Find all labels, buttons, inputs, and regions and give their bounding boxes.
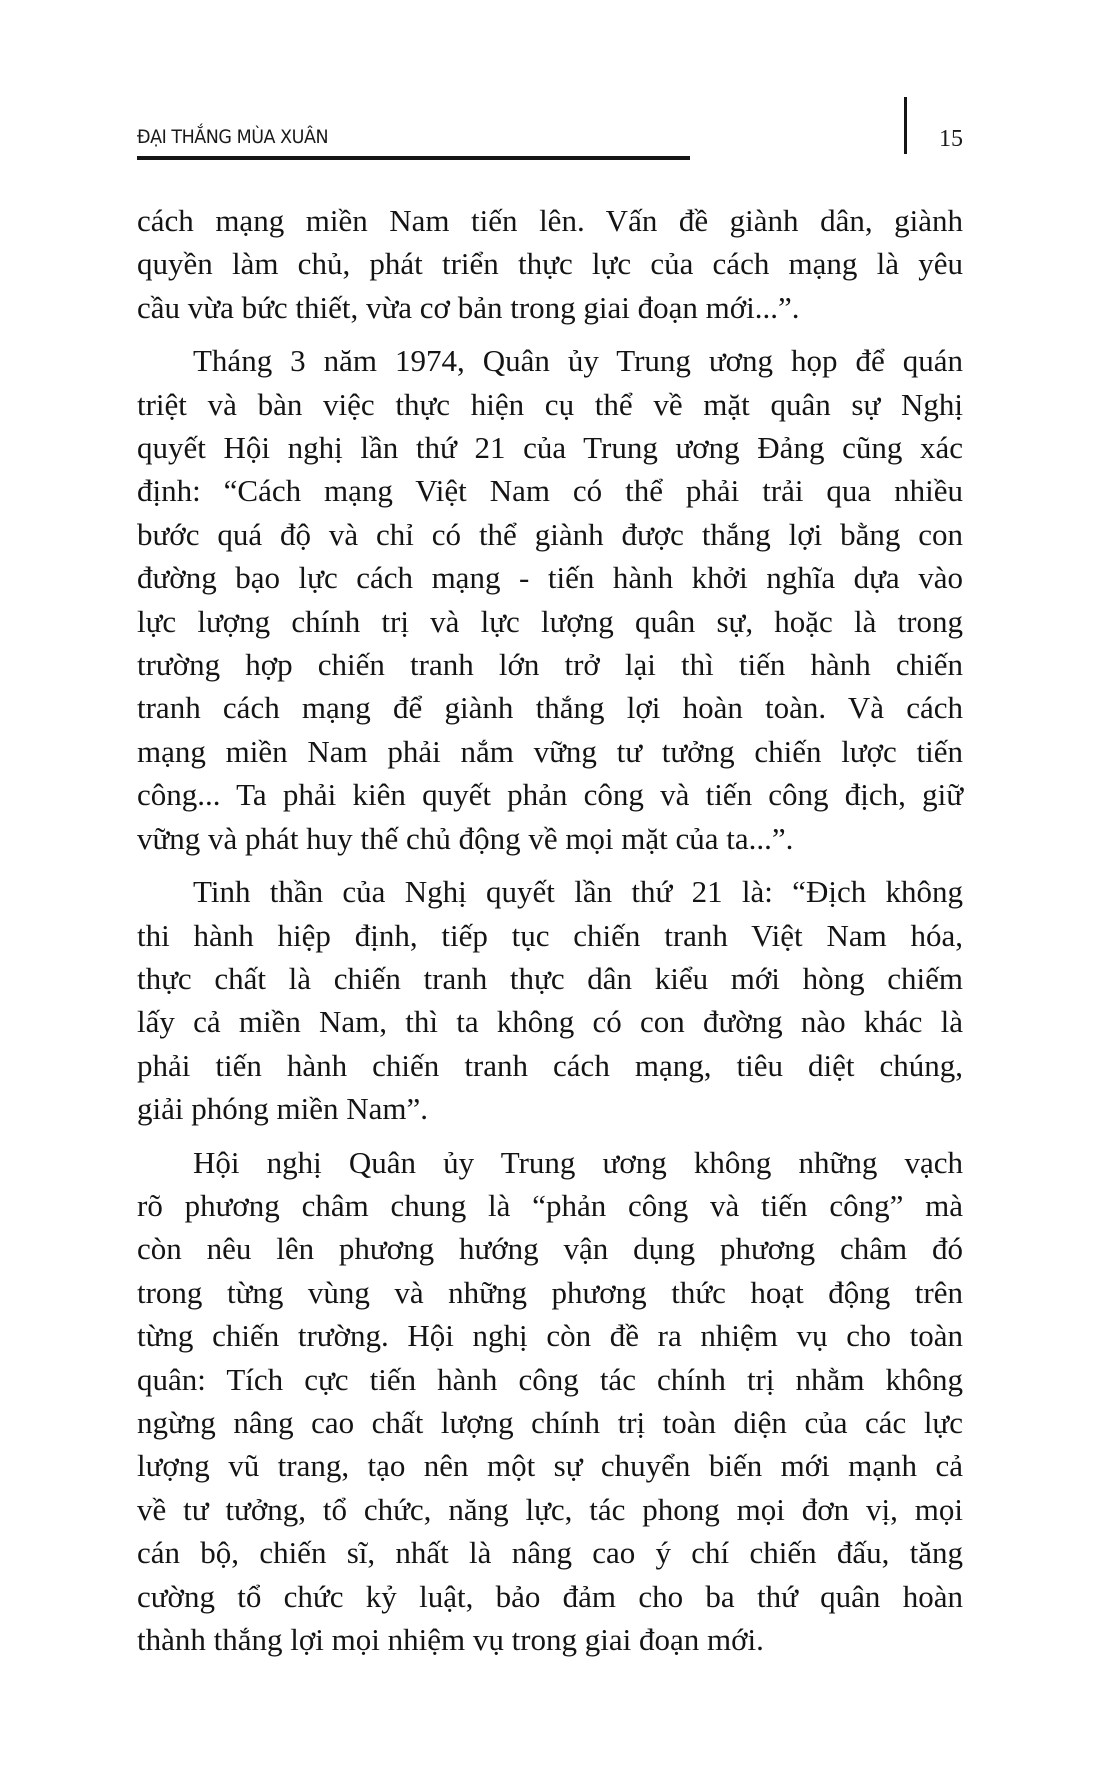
title-underline-rule xyxy=(137,156,690,160)
text-line: Hội nghị Quân ủy Trung ương không những vạch xyxy=(193,1144,963,1180)
text-line: thành thắng lợi mọi nhiệm vụ trong giai đoạn mới. xyxy=(137,1622,764,1657)
text-line: thực chất là chiến tranh thực dân kiểu mới hòng chiếm xyxy=(137,960,963,996)
text-line: Tinh thần của Nghị quyết lần thứ 21 là: “Địch không xyxy=(193,874,963,910)
text-line: từng chiến trường. Hội nghị còn đề ra nhiệm vụ cho toàn xyxy=(137,1318,963,1354)
text-line: lấy cả miền Nam, thì ta không có con đường nào khác là xyxy=(137,1004,963,1040)
paragraph-2 xyxy=(137,339,963,860)
text-line: cường tổ chức kỷ luật, bảo đảm cho ba thứ quân hoàn xyxy=(137,1578,963,1614)
running-title: ĐẠI THẮNG MÙA XUÂN xyxy=(137,126,329,148)
text-line: quân: Tích cực tiến hành công tác chính trị nhằm không xyxy=(137,1361,963,1397)
text-line: phải tiến hành chiến tranh cách mạng, tiêu diệt chúng, xyxy=(137,1047,963,1083)
text-line: quyết Hội nghị lần thứ 21 của Trung ương Đảng cũng xác xyxy=(137,430,963,466)
text-line: Tháng 3 năm 1974, Quân ủy Trung ương họp để quán xyxy=(193,343,963,379)
text-line: tranh cách mạng để giành thắng lợi hoàn toàn. Và cách xyxy=(137,690,963,726)
text-line: công... Ta phải kiên quyết phản công và tiến công địch, giữ xyxy=(137,777,963,813)
text-line: cán bộ, chiến sĩ, nhất là nâng cao ý chí chiến đấu, tăng xyxy=(137,1535,963,1571)
page-number: 15 xyxy=(939,126,963,152)
text-line: về tư tưởng, tổ chức, năng lực, tác phong mọi đơn vị, mọi xyxy=(137,1491,963,1527)
text-line: ngừng nâng cao chất lượng chính trị toàn diện của các lực xyxy=(137,1404,963,1440)
header-vertical-divider xyxy=(904,97,907,154)
text-line: trường hợp chiến tranh lớn trở lại thì tiến hành chiến xyxy=(137,647,963,683)
text-line: giải phóng miền Nam”. xyxy=(137,1091,428,1127)
text-line: cầu vừa bức thiết, vừa cơ bản trong giai đoạn mới...”. xyxy=(137,289,800,325)
text-line: mạng miền Nam phải nắm vững tư tưởng chiến lược tiến xyxy=(137,733,963,769)
body-text xyxy=(137,199,963,1671)
text-line: thi hành hiệp định, tiếp tục chiến tranh Việt Nam hóa, xyxy=(137,917,963,953)
paragraph-4 xyxy=(137,1141,963,1662)
text-line: đường bạo lực cách mạng - tiến hành khởi nghĩa dựa vào xyxy=(137,560,963,596)
text-line: định: “Cách mạng Việt Nam có thể phải trải qua nhiều xyxy=(137,473,963,509)
paragraph-3 xyxy=(137,870,963,1130)
text-line: rõ phương châm chung là “phản công và tiến công” mà xyxy=(137,1187,963,1223)
text-line: lượng vũ trang, tạo nên một sự chuyển biến mới mạnh cả xyxy=(137,1448,963,1484)
text-line: vững và phát huy thế chủ động về mọi mặt của ta...”. xyxy=(137,820,794,856)
text-line: bước quá độ và chỉ có thể giành được thắng lợi bằng con xyxy=(137,516,963,552)
text-line: lực lượng chính trị và lực lượng quân sự, hoặc là trong xyxy=(137,603,963,639)
text-line: triệt và bàn việc thực hiện cụ thể về mặt quân sự Nghị xyxy=(137,386,963,422)
text-line: trong từng vùng và những phương thức hoạt động trên xyxy=(137,1274,963,1310)
text-line: quyền làm chủ, phát triển thực lực của cách mạng là yêu xyxy=(137,246,963,282)
text-line: cách mạng miền Nam tiến lên. Vấn đề giành dân, giành xyxy=(137,203,963,238)
paragraph-1 xyxy=(137,199,963,329)
text-line: còn nêu lên phương hướng vận dụng phương châm đó xyxy=(137,1231,963,1267)
